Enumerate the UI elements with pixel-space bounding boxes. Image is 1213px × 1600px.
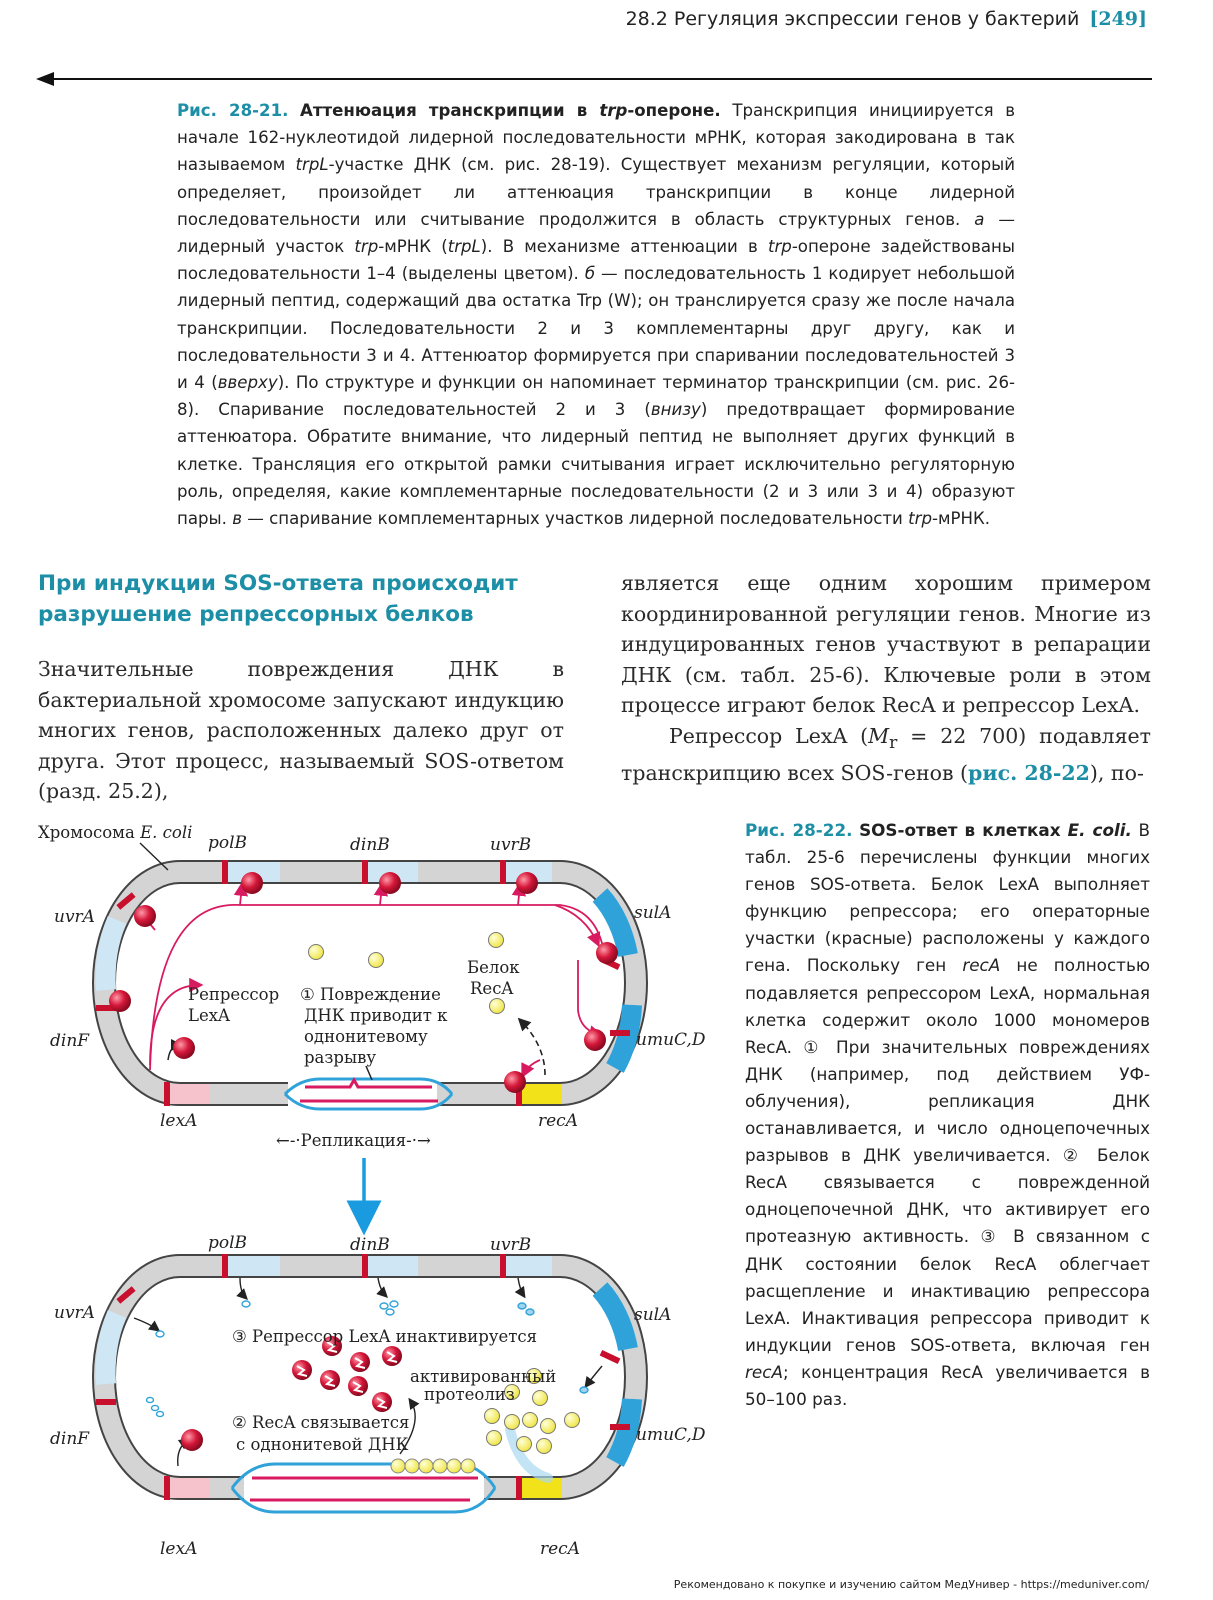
section-heading: При индукции SOS-ответа происходит разрушение репрессорных белков xyxy=(38,571,518,627)
label-umuCD: umuC,D xyxy=(636,1030,706,1050)
label-sulA: sulA xyxy=(634,1305,672,1325)
gene-recA xyxy=(522,1084,562,1104)
body-paragraph: является еще одним хорошим примером координированной регуляции генов. Многие из индуцированных генов участвуют в репарации ДНК (см. табл. 25-6). Ключевые роли в этом процессе играют белок RecA и репрессор LexA. xyxy=(621,571,1151,717)
page-number: [249] xyxy=(1089,8,1147,30)
top-cell-state xyxy=(38,823,706,1150)
repressor-label: Репрессор xyxy=(188,985,280,1004)
cleaved-lexa xyxy=(292,1336,402,1412)
caption-title: Аттенюация транскрипции в trp-опероне. xyxy=(300,101,721,120)
label-uvrB: uvrB xyxy=(490,1235,532,1255)
label-sulA: sulA xyxy=(634,903,672,923)
running-title: 28.2 Регуляция экспрессии генов у бактерий xyxy=(625,8,1080,30)
replication-bubble xyxy=(292,1080,437,1108)
label-uvrA: uvrA xyxy=(54,1303,95,1323)
chromosome-label: Хромосома E. coli xyxy=(38,823,193,842)
gene-umuCD xyxy=(615,1399,632,1462)
caption-label: Рис. 28-21. xyxy=(177,101,289,120)
step-3-label: ③ Репрессор LexA инактивируется xyxy=(232,1327,538,1346)
label-lexA: lexA xyxy=(160,1111,198,1131)
caption-title: SOS-ответ в клетках E. coli. xyxy=(859,820,1132,840)
label-dinB: dinB xyxy=(350,835,390,855)
label-polB: polB xyxy=(208,833,248,853)
reca-protein-label: Белок xyxy=(467,958,520,977)
body-text-left: Значительные повреждения ДНК в бактериальной хромосоме запускают индукцию многих генов, расположенных далеко друг от друга. Этот процесс, называемый SOS-ответом (разд. 25.2), xyxy=(38,657,564,803)
gene-lexA xyxy=(170,1478,210,1498)
svg-text:с однонитевой ДНК: с однонитевой ДНК xyxy=(236,1435,409,1454)
label-dinF: dinF xyxy=(50,1429,90,1449)
label-uvrA: uvrA xyxy=(54,907,95,927)
label-uvrB: uvrB xyxy=(490,835,532,855)
operator-sites xyxy=(96,860,630,1106)
gene-uvrA xyxy=(106,920,117,990)
svg-text:разрыву: разрыву xyxy=(304,1048,377,1067)
replication-label: ←-·Репликация-·→ xyxy=(276,1131,431,1150)
gene-polB xyxy=(228,1256,280,1276)
svg-text:протеолиз: протеолиз xyxy=(424,1385,515,1404)
svg-text:однонитевому: однонитевому xyxy=(304,1027,428,1046)
label-dinF: dinF xyxy=(50,1031,90,1051)
bottom-cell-state xyxy=(50,1233,706,1559)
lexa-repressor-free xyxy=(181,1429,203,1451)
label-recA: recA xyxy=(538,1111,578,1131)
label-polB: polB xyxy=(208,1233,248,1253)
label-recA: recA xyxy=(540,1539,580,1559)
svg-text:LexA: LexA xyxy=(188,1006,230,1025)
label-umuCD: umuC,D xyxy=(636,1425,706,1445)
label-lexA: lexA xyxy=(160,1539,198,1559)
gene-uvrA xyxy=(106,1314,117,1384)
step-1-label: ① Повреждение xyxy=(300,985,441,1004)
caption-label: Рис. 28-22. xyxy=(745,820,853,840)
svg-text:ДНК приводит к: ДНК приводит к xyxy=(304,1006,448,1025)
gene-dinB xyxy=(368,1256,418,1276)
label-dinB: dinB xyxy=(350,1235,390,1255)
body-paragraph: Репрессор LexA ($M_r = 22$ 700) подавляет транскрипцию всех SOS-генов (рис. 28-22), по- xyxy=(621,723,1151,786)
gene-lexA xyxy=(170,1084,210,1104)
svg-text:RecA: RecA xyxy=(470,979,514,998)
figure-28-22-caption: Рис. 28-22. SOS-ответ в клетках E. coli. В табл. 25-6 перечислены функции многих генов SOS-ответа. Белок LexA выполняет функцию репрессора; его операторные участки (красные) расположены у каждого гена. Поскольку ген recA не полностью подавляется репрессором LexA, нормальная клетка содержит около 1000 мономеров RecA. ① При значительных повреждениях ДНК (например, под действием УФ-облучения), репликация ДНК останавливается, и число одноцепочечных разрывов в ДНК увеличивается. ② Белок RecA связывается с поврежденной одноцепочечной ДНК, что активирует его протеазную активность. ③ В связанном с ДНК состоянии белок RecA облегчает расщепление и инактивацию репрессора LexA. Инактивация репрессора приводит к индукции генов SOS-ответа, включая ген recA; концентрация RecA увеличивается в 50–100 раз. xyxy=(745,820,1151,1409)
gene-umuCD xyxy=(615,1005,632,1068)
footer-note: Рекомендовано к покупке и изучению сайтом МедУнивер - https://meduniver.com/ xyxy=(673,1578,1149,1591)
gene-uvrB xyxy=(506,1256,552,1276)
figure-28-21-caption: Рис. 28-21. Аттенюация транскрипции в trp-опероне. Транскрипция инициируется в начале 162-нуклеотидой лидерной последовательности мРНК, которая закодирована в так называемом trpL-участке ДНК (см. рис. 28-19). Существует механизм регуляции, который определяет, произойдет ли аттенюация транскрипции в конце лидерной последовательности или считывание продолжится в область структурных генов. а — лидерный участок trp-мРНК (trpL). В механизме аттенюации в trp-опероне задействованы последовательности 1–4 (выделены цветом). б — последовательность 1 кодирует небольшой лидерный пептид, содержащий два остатка Trp (W); он транслируется сразу же после начала транскрипции. Последовательности 2 и 3 комплементарны друг другу, как и последовательности 3 и 4. Аттенюатор формируется при спаривании последовательностей 3 и 4 (вверху). По структуре и функции он напоминает терминатор транскрипции (см. рис. 26-8). Спаривание последовательностей 2 и 3 (внизу) предотвращает формирование аттенюатора. Обратите внимание, что лидерный пептид не выполняет других функций в клетке. Трансляция его открытой рамки считывания играет исключительно регуляторную роль, определяя, какие комплементарные последовательности (2 и 3 или 3 и 4) образуют пары. в — спаривание комплементарных участков лидерной последовательности trp-мРНК. xyxy=(177,101,1016,529)
proteolysis-label: активированный xyxy=(410,1367,557,1386)
step-2-label: ② RecA связывается xyxy=(232,1413,410,1432)
figure-reference-link[interactable]: рис. 28-22 xyxy=(968,761,1090,786)
